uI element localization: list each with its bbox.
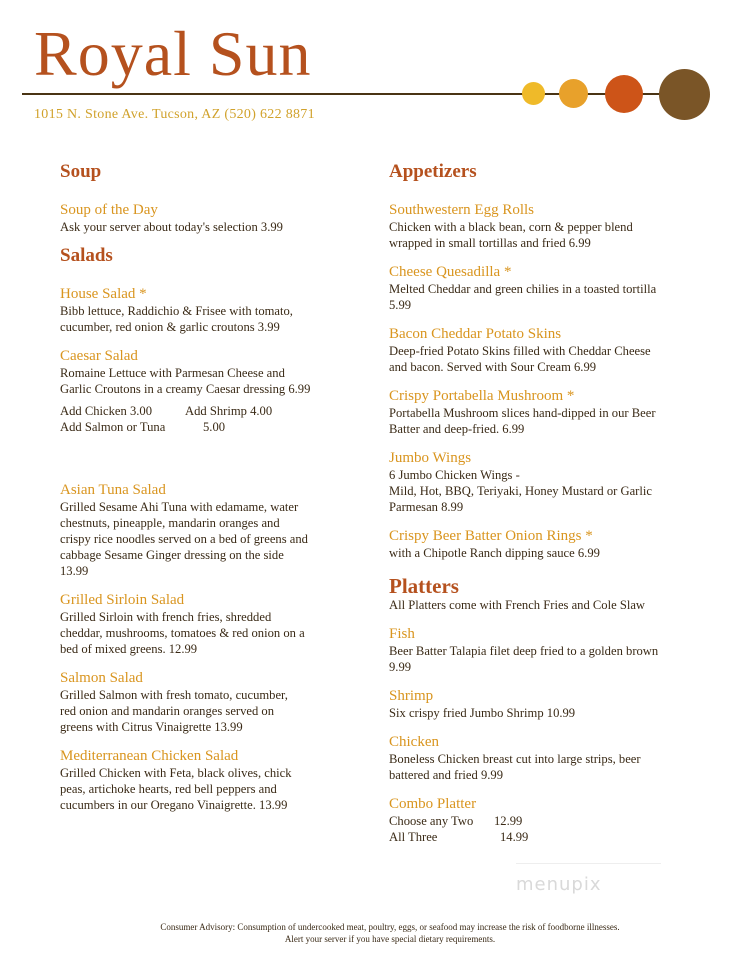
item-name: Jumbo Wings — [389, 450, 472, 466]
decor-dot-yellow — [522, 82, 545, 105]
combo-row — [389, 829, 719, 845]
menu-item — [60, 201, 360, 235]
item-desc: Chicken with a black bean, corn & pepper blend wrapped in small tortillas and fried 6.99 — [389, 220, 633, 250]
menu-item — [389, 527, 719, 561]
section-title-salads: Salads — [60, 245, 113, 266]
item-desc: Grilled Salmon with fresh tomato, cucumber, red onion and mandarin oranges served on greens with Citrus Vinaigrette 13.99 — [60, 688, 288, 734]
item-desc: Bibb lettuce, Raddichio & Frisee with tomato, cucumber, red onion & garlic croutons 3.99 — [60, 304, 293, 334]
menu-item — [60, 747, 360, 813]
item-name: Chicken — [389, 734, 439, 750]
item-desc: Six crispy fried Jumbo Shrimp 10.99 — [389, 706, 576, 720]
salad-addons — [60, 403, 360, 435]
addon-chicken: Add Chicken 3.00 — [60, 404, 152, 418]
watermark-line — [516, 863, 661, 864]
decor-dot-rust — [605, 75, 643, 113]
item-name: Shrimp — [389, 688, 434, 704]
section-title-platters: Platters — [389, 574, 459, 598]
advisory-line-1: Consumer Advisory: Consumption of undercooked meat, poultry, eggs, or seafood may increase the risk of foodborne illnesses. — [160, 922, 620, 932]
combo-two-label: Choose any Two — [389, 814, 474, 828]
item-name: Crispy Beer Batter Onion Rings * — [389, 528, 593, 544]
item-name: Asian Tuna Salad — [60, 482, 166, 498]
addon-salmon-tuna: Add Salmon or Tuna — [60, 420, 166, 434]
item-desc: Beer Batter Talapia filet deep fried to a golden brown 9.99 — [389, 644, 659, 674]
menu-item — [389, 625, 719, 675]
menu-item — [60, 285, 360, 335]
right-column — [389, 161, 719, 857]
item-name: Combo Platter — [389, 796, 477, 812]
item-desc: Boneless Chicken breast cut into large strips, beer battered and fried 9.99 — [389, 752, 641, 782]
addon-salmon-tuna-price: 5.00 — [203, 420, 226, 434]
item-name: Mediterranean Chicken Salad — [60, 748, 239, 764]
item-name: Salmon Salad — [60, 670, 143, 686]
item-desc: Deep-fried Potato Skins filled with Cheddar Cheese and bacon. Served with Sour Cream 6.99 — [389, 344, 651, 374]
section-title-appetizers: Appetizers — [389, 161, 477, 182]
decor-dot-brown — [659, 69, 710, 120]
item-name: Southwestern Egg Rolls — [389, 202, 534, 218]
menu-item — [60, 347, 360, 435]
menu-item — [60, 481, 360, 579]
item-desc: Romaine Lettuce with Parmesan Cheese and Garlic Croutons in a creamy Caesar dressing 6.99 — [60, 366, 311, 396]
platters-note: All Platters come with French Fries and Cole Slaw — [389, 598, 646, 612]
menu-item — [389, 201, 719, 251]
menu-item — [389, 387, 719, 437]
combo-row — [389, 813, 719, 829]
item-name: Caesar Salad — [60, 348, 138, 364]
menu-item — [389, 733, 719, 783]
item-name: Soup of the Day — [60, 202, 158, 218]
item-desc: Portabella Mushroom slices hand-dipped in our Beer Batter and deep-fried. 6.99 — [389, 406, 656, 436]
decor-dot-orange — [559, 79, 588, 108]
item-desc: Grilled Chicken with Feta, black olives, chick peas, artichoke hearts, red bell peppers and cucumbers in our Oregano Vinaigrette. 13.99 — [60, 766, 292, 812]
item-name: Bacon Cheddar Potato Skins — [389, 326, 562, 342]
combo-three-label: All Three — [389, 830, 438, 844]
item-desc: with a Chipotle Ranch dipping sauce 6.99 — [389, 546, 600, 560]
section-title-soup: Soup — [60, 161, 102, 182]
item-name: Grilled Sirloin Salad — [60, 592, 185, 608]
left-column — [60, 161, 360, 825]
combo-two-price: 12.99 — [494, 814, 523, 828]
menu-item — [389, 449, 719, 515]
item-name: Cheese Quesadilla * — [389, 264, 512, 280]
item-name: Crispy Portabella Mushroom * — [389, 388, 575, 404]
restaurant-title: Royal Sun — [34, 18, 312, 89]
item-name: House Salad * — [60, 286, 147, 302]
item-name: Fish — [389, 626, 415, 642]
watermark: menupix — [516, 874, 602, 895]
addon-shrimp: Add Shrimp 4.00 — [185, 404, 273, 418]
item-desc: Grilled Sesame Ahi Tuna with edamame, water chestnuts, pineapple, mandarin oranges and crispy rice noodles served on a bed of greens and cabbage Sesame Ginger dressing on the side 13.99 — [60, 500, 308, 578]
item-desc: Grilled Sirloin with french fries, shredded cheddar, mushrooms, tomatoes & red onion on a bed of mixed greens. 12.99 — [60, 610, 305, 656]
menu-item — [389, 325, 719, 375]
menu-item — [389, 263, 719, 313]
consumer-advisory — [60, 921, 720, 945]
combo-three-price: 14.99 — [500, 830, 529, 844]
item-desc: 6 Jumbo Chicken Wings - Mild, Hot, BBQ, Teriyaki, Honey Mustard or Garlic Parmesan 8.99 — [389, 468, 652, 514]
menu-item — [60, 591, 360, 657]
item-desc: Melted Cheddar and green chilies in a toasted tortilla 5.99 — [389, 282, 657, 312]
combo-platter — [389, 795, 719, 845]
menu-item — [60, 669, 360, 735]
advisory-line-2: Alert your server if you have special dietary requirements. — [284, 934, 496, 944]
menu-item — [389, 687, 719, 721]
restaurant-address: 1015 N. Stone Ave. Tucson, AZ (520) 622 8871 — [34, 107, 315, 122]
item-desc: Ask your server about today's selection 3.99 — [60, 220, 283, 234]
